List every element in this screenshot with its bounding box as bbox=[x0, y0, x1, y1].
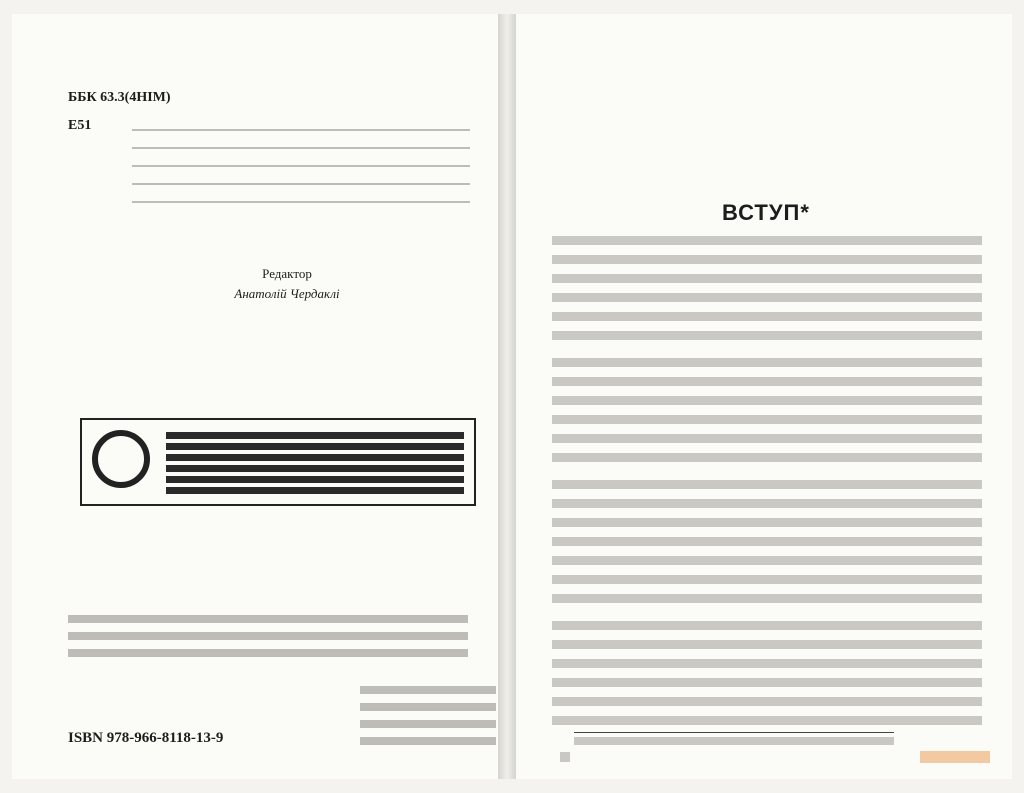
editor-role: Редактор bbox=[262, 266, 312, 281]
paragraph bbox=[552, 232, 982, 346]
right-page bbox=[516, 14, 1012, 779]
editor-credit bbox=[212, 264, 362, 304]
sponsor-text bbox=[166, 430, 464, 494]
page-folio bbox=[560, 752, 570, 762]
copyright-block bbox=[68, 611, 468, 661]
watermark bbox=[920, 751, 990, 763]
paragraph bbox=[552, 354, 982, 468]
paragraph bbox=[552, 617, 982, 731]
isbn: ISBN 978-966-8118-13-9 bbox=[68, 730, 224, 746]
footnote bbox=[574, 732, 894, 749]
paragraph bbox=[552, 476, 982, 609]
udc-code: ББК 63.3(4НІМ) bbox=[68, 90, 171, 105]
chapter-body bbox=[552, 232, 982, 739]
publisher-credits bbox=[360, 682, 496, 748]
foundation-logo-icon bbox=[92, 430, 150, 488]
author-code: Е51 bbox=[68, 118, 92, 133]
sponsor-block bbox=[80, 418, 476, 506]
book-spine bbox=[498, 14, 516, 779]
editor-name: Анатолій Чердаклі bbox=[234, 286, 340, 301]
annotation-block bbox=[132, 118, 470, 208]
left-page bbox=[12, 14, 498, 779]
chapter-heading: ВСТУП* bbox=[722, 200, 810, 225]
